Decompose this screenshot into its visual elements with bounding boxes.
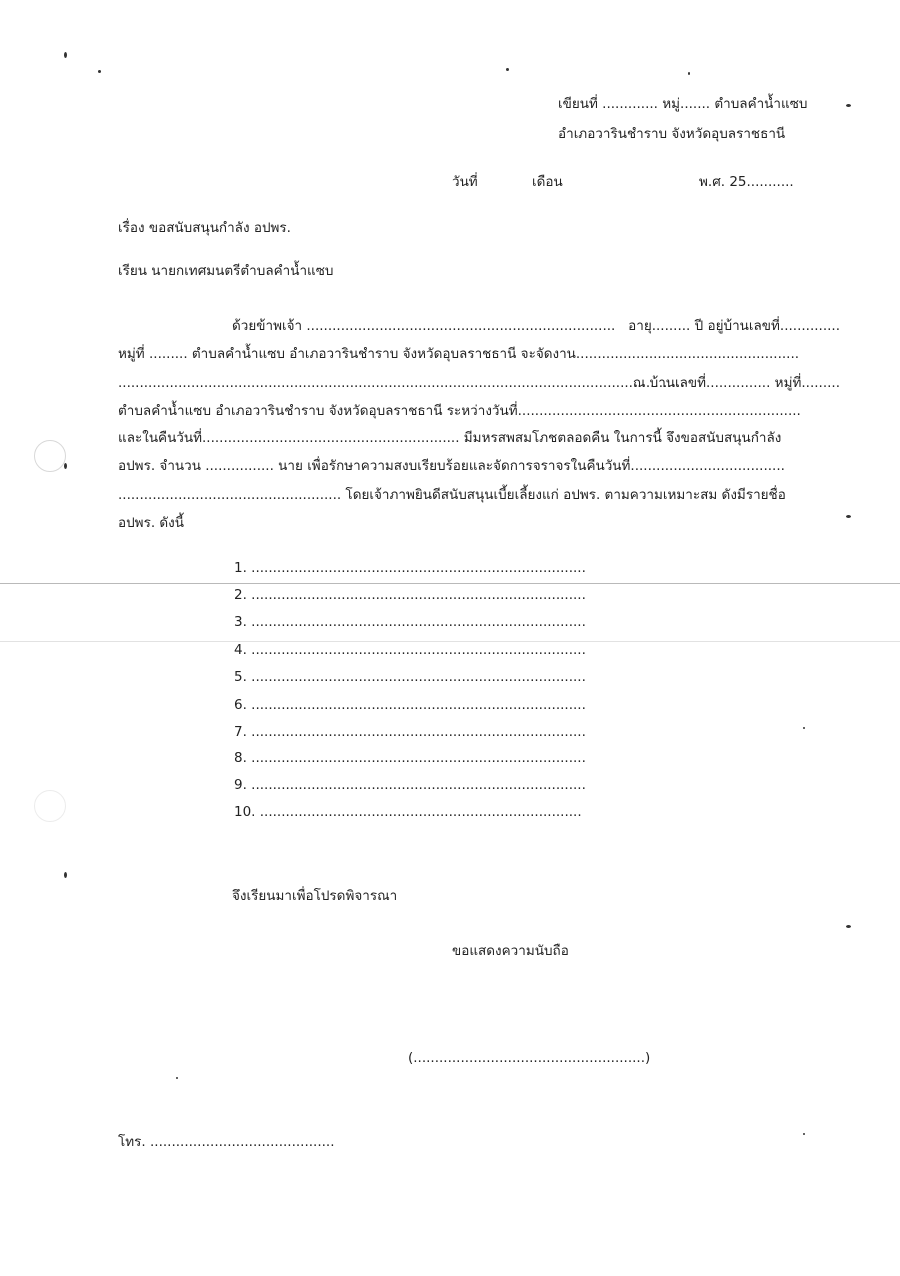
scan-speck [803, 727, 805, 729]
body-line-4: ตำบลคำน้ำแซบ อำเภอวารินชำราบ จังหวัดอุบลราชธานี ระหว่างวันที่.................................................................. [118, 403, 801, 419]
scan-speck [64, 463, 67, 469]
scan-speck [846, 515, 851, 518]
scan-speck [506, 68, 509, 71]
scan-speck [688, 72, 690, 75]
written-at-line: เขียนที่ ............. หมู่....... ตำบลคำน้ำแซบ [558, 96, 808, 112]
scan-speck [846, 104, 851, 107]
scan-speck [176, 1077, 178, 1079]
member-line-10: 10. ........................................................................... [234, 804, 582, 820]
hole-punch-mark [34, 440, 66, 472]
date-year-label: พ.ศ. 25........... [699, 174, 794, 190]
body-line-8: อปพร. ดังนี้ [118, 515, 184, 531]
subject-line: เรื่อง ขอสนับสนุนกำลัง อปพร. [118, 220, 291, 236]
member-line-4: 4. .............................................................................. [234, 642, 586, 658]
phone-line: โทร. ........................................... [118, 1134, 335, 1150]
body-line-2: หมู่ที่ ......... ตำบลคำน้ำแซบ อำเภอวารินชำราบ จังหวัดอุบลราชธานี จะจัดงาน.................................................... [118, 346, 800, 362]
scan-speck [98, 70, 101, 73]
member-line-3: 3. .............................................................................. [234, 614, 586, 630]
scan-speck [64, 872, 67, 878]
body-line-6: อปพร. จำนวน ................ นาย เพื่อรักษาความสงบเรียบร้อยและจัดการจราจรในคืนวันที่.................................... [118, 458, 785, 474]
body-line-3-right: ณ บ้านเลขที่............... หมู่ที่......... [632, 375, 840, 391]
fold-line [0, 583, 900, 584]
body-line-3-left: .................................................................................................................................... [118, 375, 685, 391]
hole-punch-mark [34, 790, 66, 822]
body-line-1-right: อายุ......... ปี อยู่บ้านเลขที่.............. [628, 318, 840, 334]
salutation-line: เรียน นายกเทศมนตรีตำบลคำน้ำแซบ [118, 263, 334, 279]
body-line-7: .................................................... โดยเจ้าภาพยินดีสนับสนุนเบี้ยเลี้ยงแก่ อปพร. ตามความเหมาะสม ดังมีรายชื่อ [118, 487, 786, 503]
scan-speck [803, 1133, 805, 1135]
district-line: อำเภอวารินชำราบ จังหวัดอุบลราชธานี [558, 126, 786, 142]
scan-speck [846, 925, 851, 928]
member-line-7: 7. .............................................................................. [234, 724, 586, 740]
member-line-8: 8. .............................................................................. [234, 750, 586, 766]
member-line-6: 6. .............................................................................. [234, 697, 586, 713]
date-month-label: เดือน [532, 174, 563, 190]
member-line-1: 1. .............................................................................. [234, 560, 586, 576]
member-line-5: 5. .............................................................................. [234, 669, 586, 685]
body-line-1-left: ด้วยข้าพเจ้า ........................................................................ [232, 318, 616, 334]
closing-respect: ขอแสดงความนับถือ [452, 943, 569, 959]
member-line-9: 9. .............................................................................. [234, 777, 586, 793]
date-day-label: วันที่ [452, 174, 478, 190]
signature-line: (......................................................) [408, 1050, 651, 1066]
member-line-2: 2. .............................................................................. [234, 587, 586, 603]
scan-speck [64, 52, 67, 58]
closing-request: จึงเรียนมาเพื่อโปรดพิจารณา [232, 888, 398, 904]
body-line-5: และในคืนวันที่............................................................ มีมหรสพสมโภชตลอดคืน ในการนี้ จึงขอสนับสนุนกำลัง [118, 430, 782, 446]
